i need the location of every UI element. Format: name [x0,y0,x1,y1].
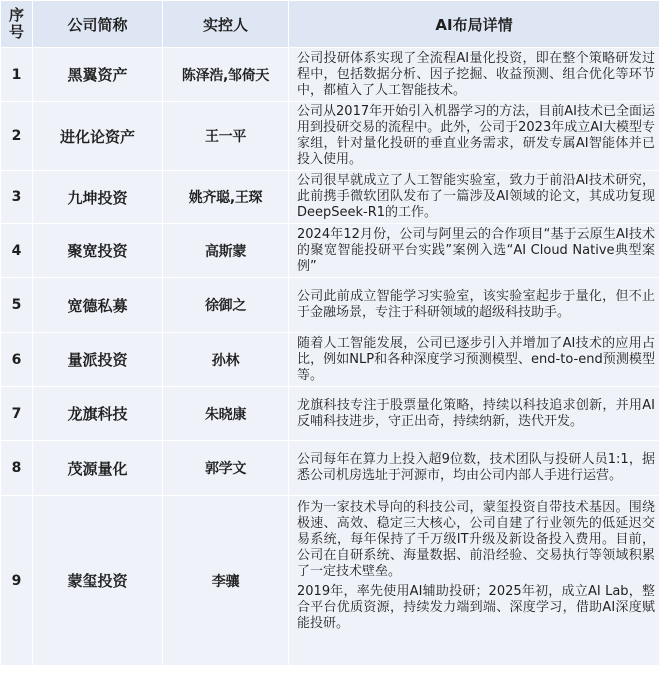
controller-name: 李骧 [163,496,289,666]
table-row [1,278,659,333]
controller-name: 朱晓康 [163,387,289,441]
controller-name: 孙林 [163,333,289,387]
controller-name: 王一平 [163,102,289,171]
ai-detail: 2024年12月份，公司与阿里云的合作项目“基于云原生AI技术的聚宽智能投研平台实践”案例入选“AI Cloud Native典型案例” [289,224,659,278]
company-name: 量派投资 [33,333,163,387]
row-no: 9 [1,496,33,666]
company-name: 进化论资产 [33,102,163,171]
table-header-row [1,1,659,48]
header-no: 序号 [1,1,33,48]
ai-detail-paragraph: 2019年，率先使用AI辅助投研；2025年初，成立AI Lab，整合平台优质资源，持续发力端到端、深度学习，借助AI深度赋能投研。 [297,584,655,631]
company-name: 茂源量化 [33,441,163,496]
table-row [1,496,659,666]
company-name: 蒙玺投资 [33,496,163,666]
row-no: 2 [1,102,33,171]
row-no: 8 [1,441,33,496]
company-name: 九坤投资 [33,171,163,224]
company-name: 宽德私募 [33,278,163,333]
table-row [1,224,659,278]
ai-detail: 龙旗科技专注于股票量化策略，持续以科技追求创新，并用AI反哺科技进步，守正出奇，持续纳新，迭代开发。 [289,387,659,441]
ai-detail: 公司每年在算力上投入超9位数，技术团队与投研人员1:1，据悉公司机房选址于河源市，均由公司内部人手进行运营。 [289,441,659,496]
row-no: 5 [1,278,33,333]
controller-name: 徐御之 [163,278,289,333]
row-no: 3 [1,171,33,224]
ai-detail [289,496,659,666]
ai-detail-paragraph: 作为一家技术导向的科技公司，蒙玺投资自带技术基因。围绕极速、高效、稳定三大核心，公司自建了行业领先的低延迟交易系统，每年保持了千万级IT升级及新设备投入费用。目前，公司在自研系统、海量数据、前沿经验、交易执行等领域积累了一定技术壁垒。 [297,500,655,579]
header-detail: AI布局详情 [289,1,659,48]
header-company: 公司简称 [33,1,163,48]
row-no: 1 [1,48,33,102]
row-no: 4 [1,224,33,278]
controller-name: 姚齐聪,王琛 [163,171,289,224]
company-name: 黑翼资产 [33,48,163,102]
controller-name: 陈泽浩,邹倚天 [163,48,289,102]
table-row [1,171,659,224]
ai-detail: 公司很早就成立了人工智能实验室，致力于前沿AI技术研究，此前携手微软团队发布了一篇涉及AI领域的论文，其成功复现DeepSeek-R1的工作。 [289,171,659,224]
table-row [1,48,659,102]
company-name: 龙旗科技 [33,387,163,441]
ai-detail: 公司此前成立智能学习实验室，该实验室起步于量化，但不止于金融场景，专注于科研领域的超级科技助手。 [289,278,659,333]
company-name: 聚宽投资 [33,224,163,278]
table-row [1,102,659,171]
table-row [1,387,659,441]
controller-name: 郭学文 [163,441,289,496]
row-no: 6 [1,333,33,387]
table-row [1,333,659,387]
controller-name: 高斯蒙 [163,224,289,278]
table-row [1,441,659,496]
row-no: 7 [1,387,33,441]
header-controller: 实控人 [163,1,289,48]
ai-detail: 随着人工智能发展，公司已逐步引入并增加了AI技术的应用占比，例如NLP和各种深度学习预测模型、end-to-end预测模型等。 [289,333,659,387]
ai-detail: 公司投研体系实现了全流程AI量化投资，即在整个策略研发过程中，包括数据分析、因子挖掘、收益预测、组合优化等环节中，都植入了人工智能技术。 [289,48,659,102]
ai-detail: 公司从2017年开始引入机器学习的方法，目前AI技术已全面运用到投研交易的流程中。此外，公司于2023年成立AI大模型专家组，针对量化投研的垂直业务需求，研发专属AI智能体并已投入使用。 [289,102,659,171]
